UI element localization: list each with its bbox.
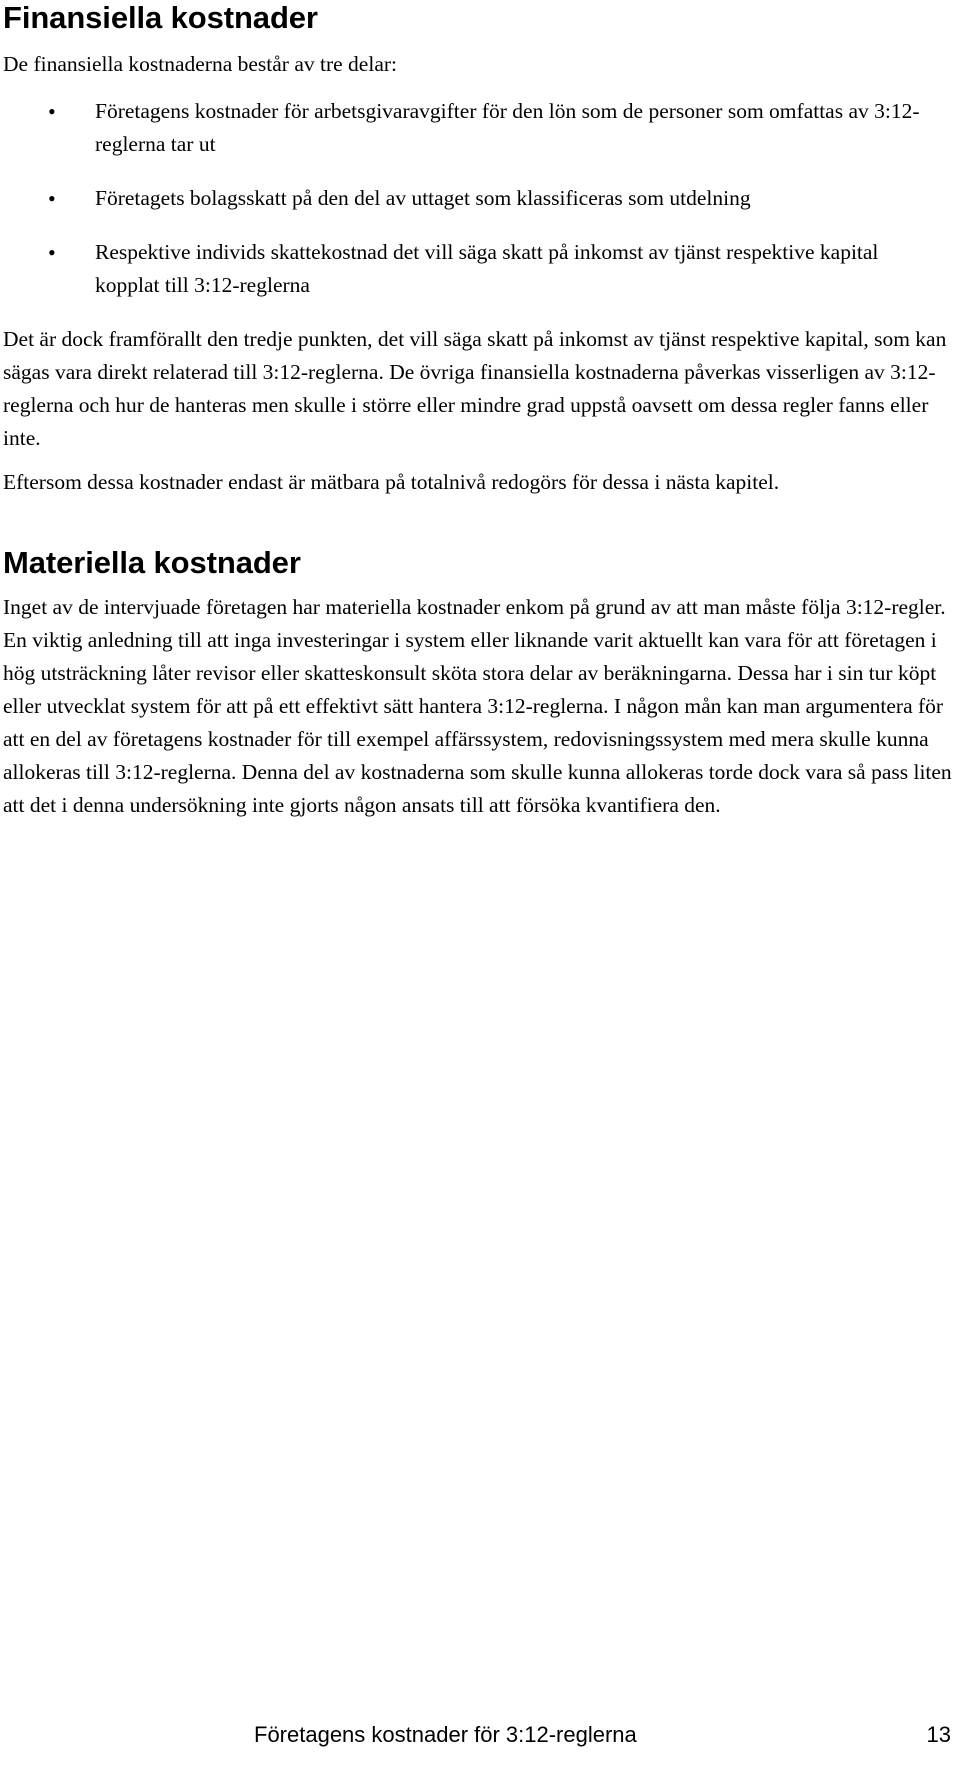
list-item-text: Respektive individs skattekostnad det vill säga skatt på inkomst av tjänst respektive kapital kopplat till 3:12-reglerna <box>95 240 879 297</box>
bullet-dot-icon: • <box>48 186 56 211</box>
footer-title: Företagens kostnader för 3:12-reglerna <box>254 1722 637 1747</box>
intro-paragraph: De finansiella kostnaderna består av tre delar: <box>3 52 397 76</box>
body-paragraph: Eftersom dessa kostnader endast är mätbara på totalnivå redogörs för dessa i nästa kapitel. <box>3 470 780 494</box>
page-content <box>3 0 953 822</box>
bullet-dot-icon: • <box>48 99 56 124</box>
list-item-text: Företagets bolagsskatt på den del av uttaget som klassificeras som utdelning <box>95 186 751 210</box>
list-item-text: Företagens kostnader för arbetsgivaravgifter för den lön som de personer som omfattas av 3:12-reglerna tar ut <box>95 99 920 156</box>
section-heading-materiella: Materiella kostnader <box>3 545 301 580</box>
body-paragraph: Det är dock framförallt den tredje punkten, det vill säga skatt på inkomst av tjänst respektive kapital, som kan sägas vara direkt relaterad till 3:12-reglerna. De övriga finansiella kostnaderna påverkas visserligen av 3:12-reglerna och hur de hanteras men skulle i större eller mindre grad uppstå oavsett om dessa regler fanns eller inte. <box>3 327 947 450</box>
bullet-dot-icon: • <box>48 240 56 265</box>
list-item <box>3 236 925 302</box>
list-item <box>3 95 925 161</box>
page-footer <box>0 1720 960 1750</box>
bullet-list <box>3 95 953 302</box>
list-item <box>3 182 925 215</box>
section-heading-finansiella: Finansiella kostnader <box>3 0 318 35</box>
page-number: 13 <box>926 1722 951 1747</box>
body-paragraph: Inget av de intervjuade företagen har materiella kostnader enkom på grund av att man måste följa 3:12-regler. En viktig anledning till att inga investeringar i system eller liknande varit aktuellt kan vara för att företagen i hög utsträckning låter revisor eller skatteskonsult sköta stora delar av beräkningarna. Dessa har i sin tur köpt eller utvecklat system för att på ett effektivt sätt hantera 3:12-reglerna. I någon mån kan man argumentera för att en del av företagens kostnader för till exempel affärssystem, redovisningssystem med mera skulle kunna allokeras till 3:12-reglerna. Denna del av kostnaderna som skulle kunna allokeras torde dock vara så pass liten att det i denna undersökning inte gjorts någon ansats till att försöka kvantifiera den. <box>3 595 952 817</box>
